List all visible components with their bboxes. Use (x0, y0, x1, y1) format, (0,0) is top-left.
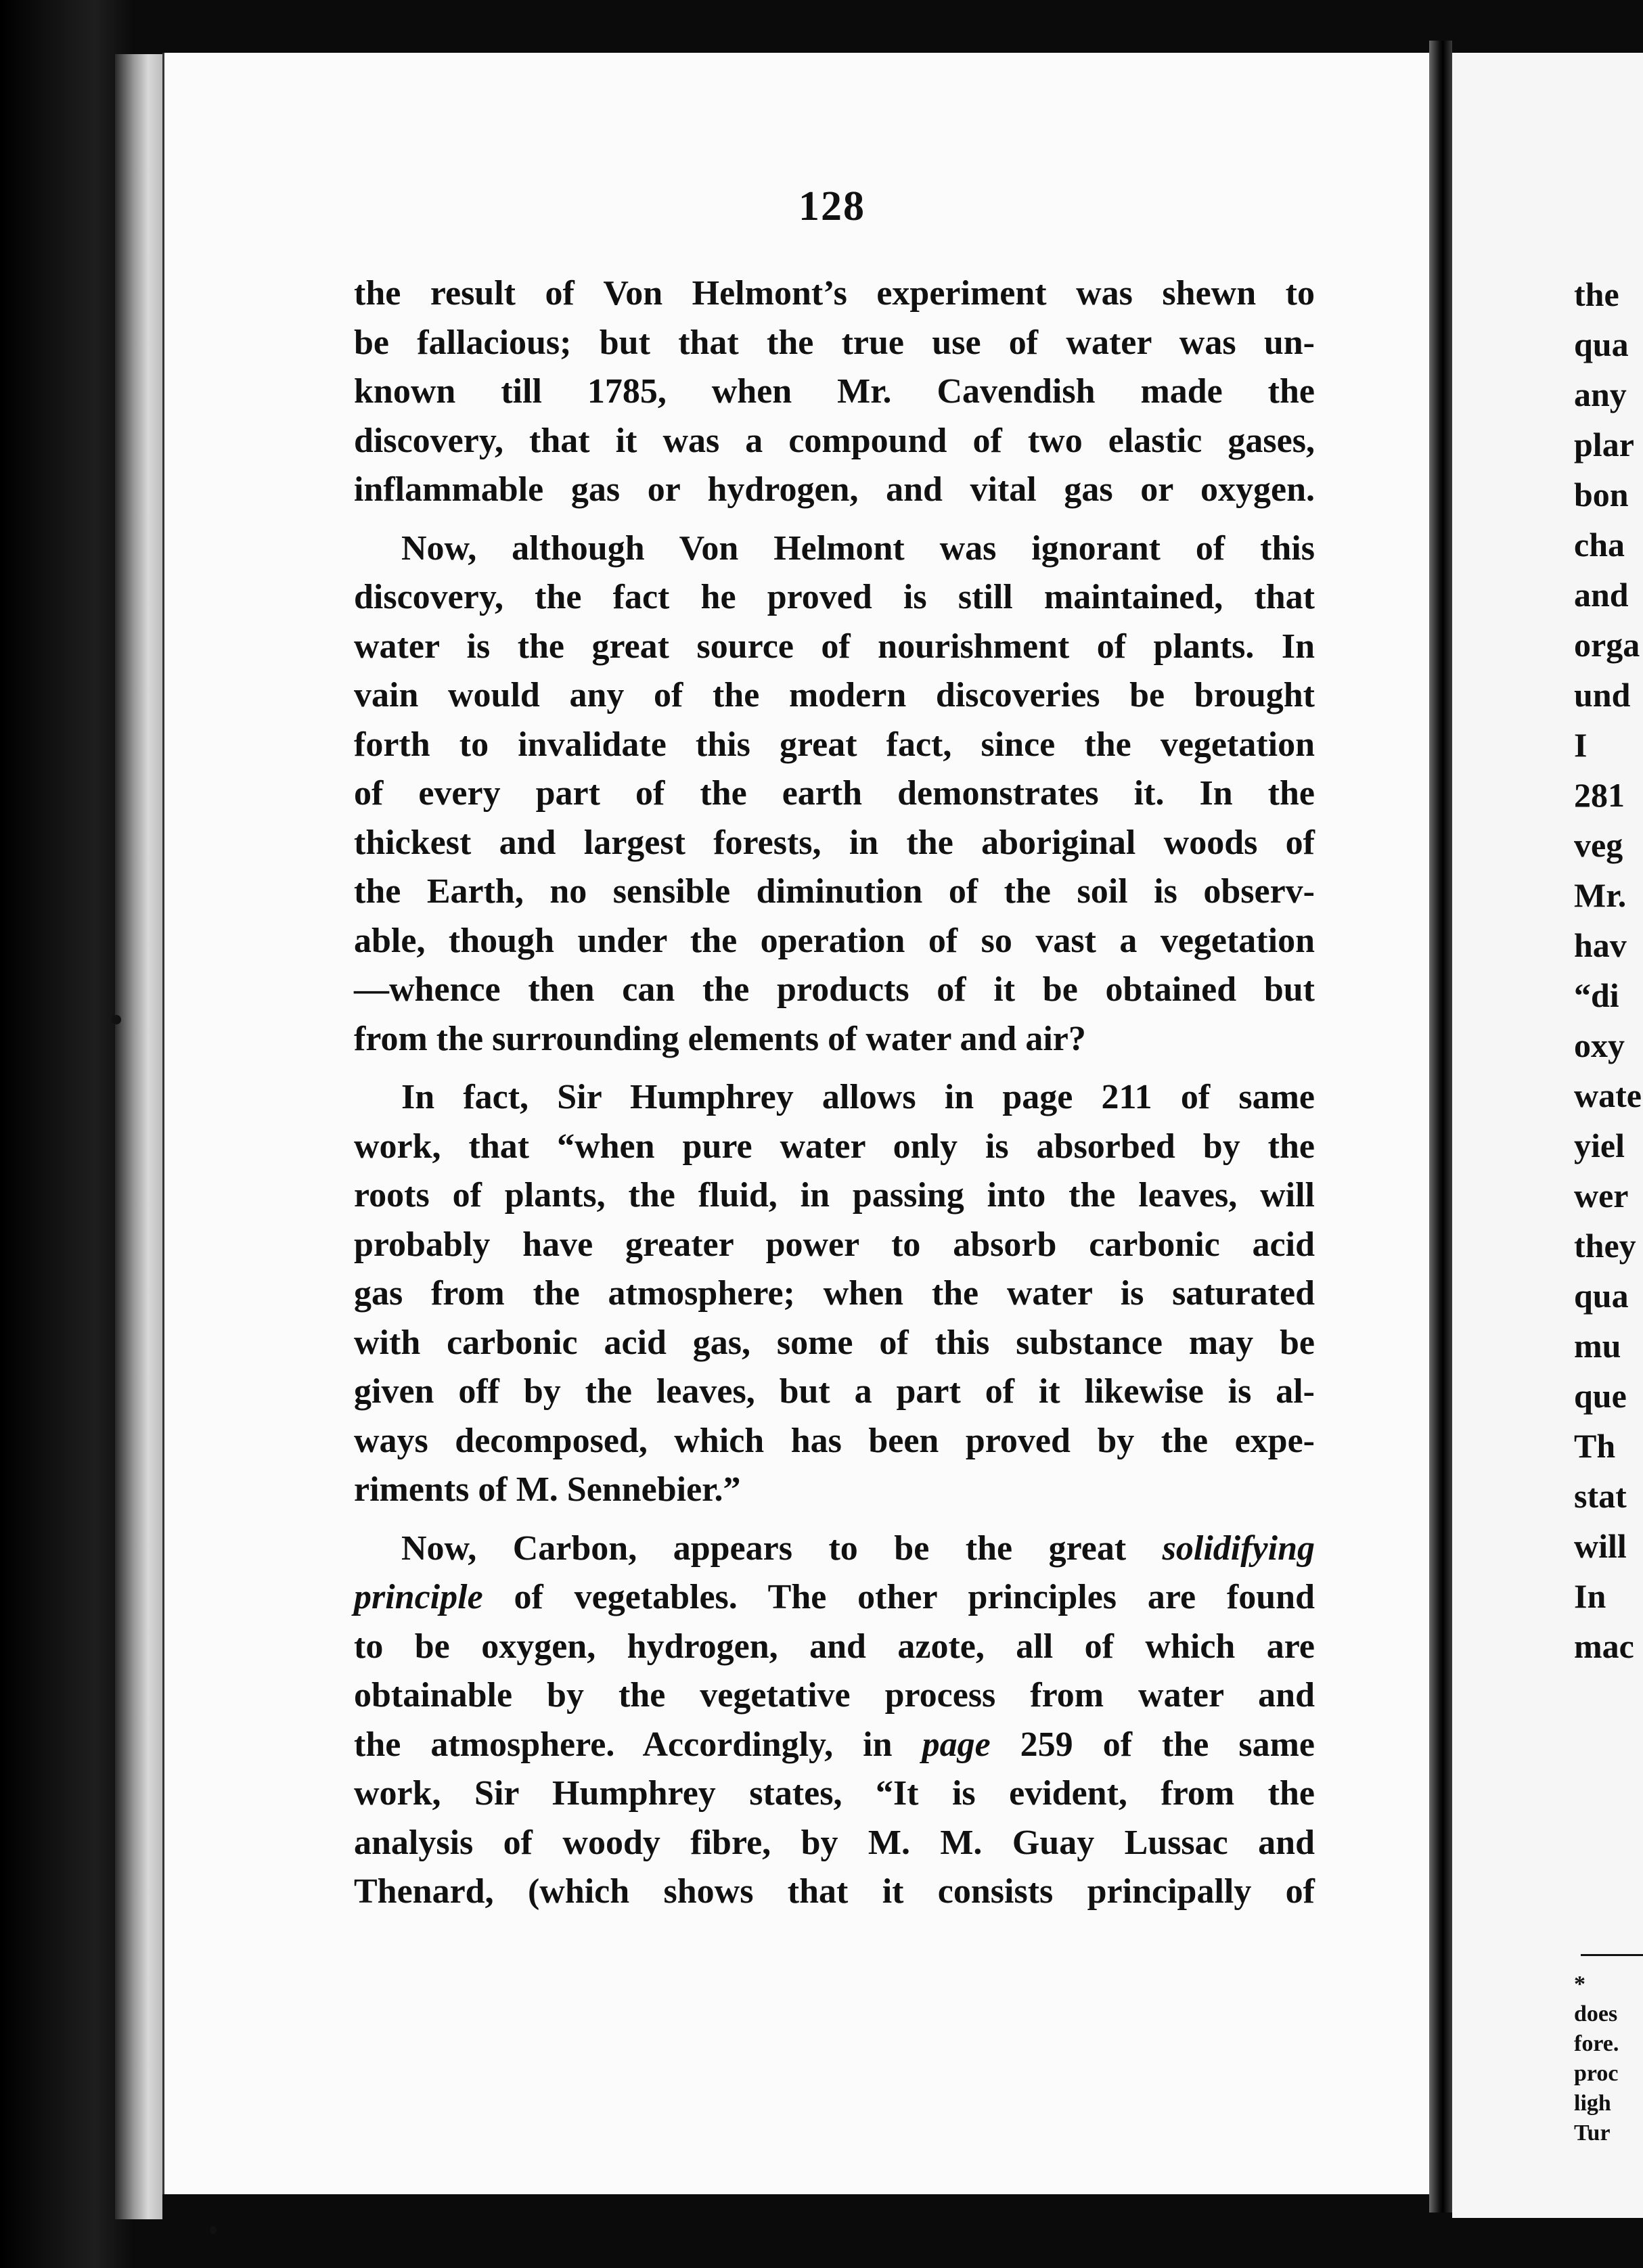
text-line: water is the great source of nourishment of plants. In (354, 627, 1315, 666)
text-line: able, though under the operation of so vast a vegetation (354, 921, 1315, 960)
text-line: thickest and largest forests, in the aboriginal woods of (354, 823, 1315, 862)
facing-page-line: qua (1574, 325, 1629, 363)
facing-page-footnote-line: fore. (1574, 2031, 1619, 2056)
facing-page-line: und (1574, 676, 1631, 714)
italic-run: solidifying (1162, 1528, 1315, 1568)
text-line: given off by the leaves, but a part of it likewise is al- (354, 1372, 1315, 1411)
facing-page-footnote-line: does (1574, 2001, 1618, 2026)
footnote-rule (1581, 1954, 1643, 1956)
facing-page-line: plar (1574, 426, 1634, 463)
text-line: forth to invalidate this great fact, since the vegetation (354, 725, 1315, 764)
facing-page-line: stat (1574, 1477, 1627, 1515)
facing-page-line: the (1574, 275, 1619, 313)
text-line: discovery, the fact he proved is still maintained, that (354, 578, 1315, 616)
facing-page-line: veg (1574, 826, 1623, 864)
text-line: be fallacious; but that the true use of water was un- (354, 323, 1315, 362)
text-run: the atmosphere. Accordingly, in (354, 1725, 922, 1764)
facing-page-line: they (1574, 1227, 1636, 1265)
text-line: to be oxygen, hydrogen, and azote, all of which are (354, 1627, 1315, 1666)
scan-speck (112, 1015, 121, 1024)
facing-page-line: In (1574, 1577, 1606, 1615)
facing-page-line: wer (1574, 1177, 1629, 1215)
facing-page-footnote-line: ligh (1574, 2091, 1611, 2116)
italic-run: principle (354, 1578, 483, 1616)
facing-page-footnote-line: Tur (1574, 2120, 1611, 2146)
facing-page-footnote-line: * (1574, 1972, 1585, 1997)
text-line: the result of Von Helmont’s experiment was shewn to (354, 274, 1315, 313)
facing-page-line: mu (1574, 1327, 1621, 1365)
facing-page-footnote-line: proc (1574, 2061, 1619, 2086)
text-line: with carbonic acid gas, some of this substance may be (354, 1323, 1315, 1362)
text-line: riments of M. Sennebier.” (354, 1470, 741, 1509)
text-line: Now, although Von Helmont was ignorant of this (401, 528, 1315, 568)
facing-page-line: yiel (1574, 1127, 1625, 1164)
text-line: probably have greater power to absorb carbonic acid (354, 1225, 1315, 1264)
paragraph-4 (354, 1524, 1315, 1917)
paragraph-2 (354, 524, 1315, 1064)
paragraph-1 (354, 269, 1315, 515)
facing-page-line: oxy (1574, 1026, 1625, 1064)
facing-page-line: orga (1574, 626, 1640, 664)
page-number: 128 (798, 183, 865, 229)
facing-page-line: will (1574, 1527, 1627, 1565)
facing-page-footnotes (1574, 1954, 1643, 2148)
text-line (354, 1721, 1315, 1770)
text-line: analysis of woody fibre, by M. M. Guay Lussac and (354, 1823, 1315, 1862)
text-line (354, 1573, 1315, 1623)
text-line: discovery, that it was a compound of two elastic gases, (354, 421, 1315, 460)
text-line: of every part of the earth demonstrates it. In the (354, 774, 1315, 813)
facing-page-line: cha (1574, 526, 1625, 564)
text-line: inflammable gas or hydrogen, and vital gas or oxygen. (354, 470, 1315, 509)
text-line: known till 1785, when Mr. Cavendish made the (354, 372, 1315, 411)
facing-page-text (1574, 269, 1643, 1671)
text-line: work, that “when pure water only is absorbed by the (354, 1127, 1315, 1166)
facing-page-line: any (1574, 376, 1627, 413)
italic-run: page (922, 1725, 991, 1764)
facing-page-line: “di (1574, 976, 1619, 1014)
facing-page-line: Mr. (1574, 876, 1627, 914)
text-line: Thenard, (which shows that it consists principally of (354, 1872, 1315, 1911)
text-line: —whence then can the products of it be obtained but (354, 970, 1315, 1009)
text-line: vain would any of the modern discoveries be brought (354, 676, 1315, 715)
facing-page-line: qua (1574, 1277, 1629, 1315)
text-run: 259 of the same (990, 1725, 1315, 1764)
text-line: the Earth, no sensible diminution of the soil is observ- (354, 872, 1315, 911)
text-line: gas from the atmosphere; when the water is saturated (354, 1274, 1315, 1313)
facing-page-line: que (1574, 1377, 1627, 1415)
scan-speck (210, 2226, 217, 2234)
book-gutter (1429, 41, 1452, 2213)
body-text (354, 269, 1315, 1917)
text-line: from the surrounding elements of water and air? (354, 1019, 1086, 1058)
text-line: roots of plants, the fluid, in passing into the leaves, will (354, 1176, 1315, 1215)
facing-page-line: Th (1574, 1427, 1616, 1465)
text-line: ways decomposed, which has been proved by the expe- (354, 1421, 1315, 1460)
facing-page-line: wate (1574, 1076, 1642, 1114)
text-line: work, Sir Humphrey states, “It is evident, from the (354, 1774, 1315, 1813)
facing-page-line: mac (1574, 1627, 1634, 1665)
text-line (354, 1524, 1315, 1574)
text-run: of vegetables. The other principles are found (482, 1578, 1315, 1616)
text-line: obtainable by the vegetative process from water and (354, 1676, 1315, 1715)
facing-page-line: hav (1574, 926, 1627, 964)
text-run: Now, Carbon, appears to be the great (401, 1528, 1163, 1568)
facing-page-line: and (1574, 576, 1629, 614)
facing-page-line: 281 (1574, 776, 1625, 814)
facing-page-line: I (1574, 726, 1588, 764)
facing-page (1452, 53, 1643, 2218)
paragraph-3 (354, 1073, 1315, 1515)
text-line: In fact, Sir Humphrey allows in page 211 of same (401, 1078, 1315, 1116)
page-edge-strip (115, 54, 162, 2219)
facing-page-line: bon (1574, 476, 1629, 514)
